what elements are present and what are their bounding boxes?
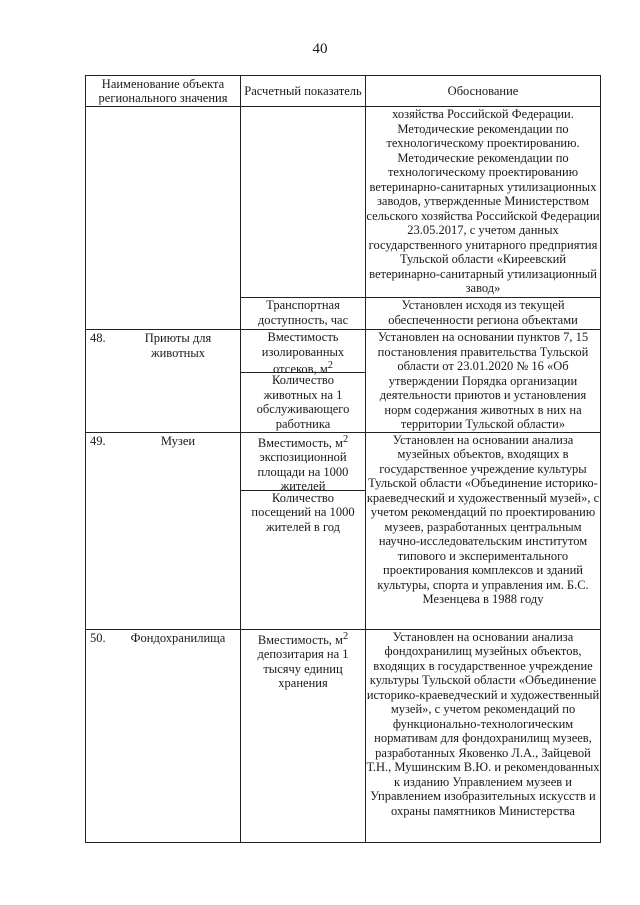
row-indicator: Транспортная доступность, час	[241, 298, 366, 330]
table-row	[86, 629, 601, 842]
row-basis: Установлен на основании анализа фондохранилищ музейных объектов, входящих в государственное учреждение культуры Тульской области «Объединение историко-краеведческий и художественный музей», с учетом рекомендаций по функционально-технологическим нормативам для фондохранилищ музеев, разработанных Яковенко Л.А., Зайцевой Т.Н., Мушинским В.Ю. и рекомендованных к изданию Управлением музеев и Управлением изобразительных искусств и охраны памятников Министерства	[366, 629, 601, 842]
row-indicator: Вместимость изолированных отсеков, $м^2$	[261, 330, 345, 377]
table-row	[86, 432, 601, 629]
row-name-cell	[86, 107, 241, 330]
header-name: Наименование объекта регионального значения	[86, 76, 241, 107]
table-row	[86, 330, 601, 433]
row-indicator: Количество животных на 1 обслуживающего работника	[241, 372, 365, 431]
row-basis: Установлен исходя из текущей обеспеченности региона объектами	[366, 298, 601, 330]
row-indicator-cell	[241, 432, 366, 629]
row-number: 49.	[90, 433, 106, 448]
row-basis: Установлен на основании анализа музейных объектов, входящих в государственное учреждение культуры Тульской области «Объединение историко-краеведческий и художественный музей», с учетом рекомендаций по проектированию музеев, разработанных центральным научно-исследовательским институтом типового и экспериментального проектирования комплексов и зданий культуры, спорта и управления им. Б.С. Мезенцева в 1988 году	[366, 432, 601, 629]
row-number: 48.	[90, 331, 106, 345]
row-basis: Установлен на основании пунктов 7, 15 постановления правительства Тульской области от 23.01.2020 № 16 «Об утверждении Порядка организации деятельности приютов и установления норм содержания животных в них на территории Тульской области»	[366, 330, 601, 433]
row-indicator: Вместимость, $м^2$ депозитария на 1 тысячу единиц хранения	[241, 629, 366, 842]
header-indicator: Расчетный показатель	[241, 76, 366, 107]
row-indicator: Вместимость, $м^2$ экспозиционной площади на 1000 жителей	[257, 433, 349, 494]
row-name	[86, 107, 240, 108]
row-name: Музеи	[160, 433, 196, 448]
row-number: 50.	[90, 630, 106, 645]
row-basis: хозяйства Российской Федерации. Методические рекомендации по технологическому проектированию. Методические рекомендации по технологическому проектированию ветеринарно-санитарных утилизационных заводов, утвержденные Министерством сельского хозяйства Российской Федерации 23.05.2017, с учетом данных государственного унитарного предприятия Тульской области «Киреевский ветеринарно-санитарный утилизационный завод»	[366, 107, 601, 298]
table-row	[86, 107, 601, 298]
row-indicator: Количество посещений на 1000 жителей в год	[241, 490, 365, 535]
page-number: 40	[312, 41, 328, 57]
row-name: Приюты для животных	[144, 331, 212, 360]
objects-table	[85, 75, 601, 843]
row-indicator	[241, 107, 366, 298]
header-basis: Обоснование	[366, 76, 601, 107]
table-header-row	[86, 76, 601, 107]
row-name-cell	[86, 330, 241, 433]
row-name-cell	[86, 629, 241, 842]
row-indicator-cell	[241, 330, 366, 433]
row-name-cell	[86, 432, 241, 629]
row-name: Фондохранилища	[130, 630, 226, 645]
